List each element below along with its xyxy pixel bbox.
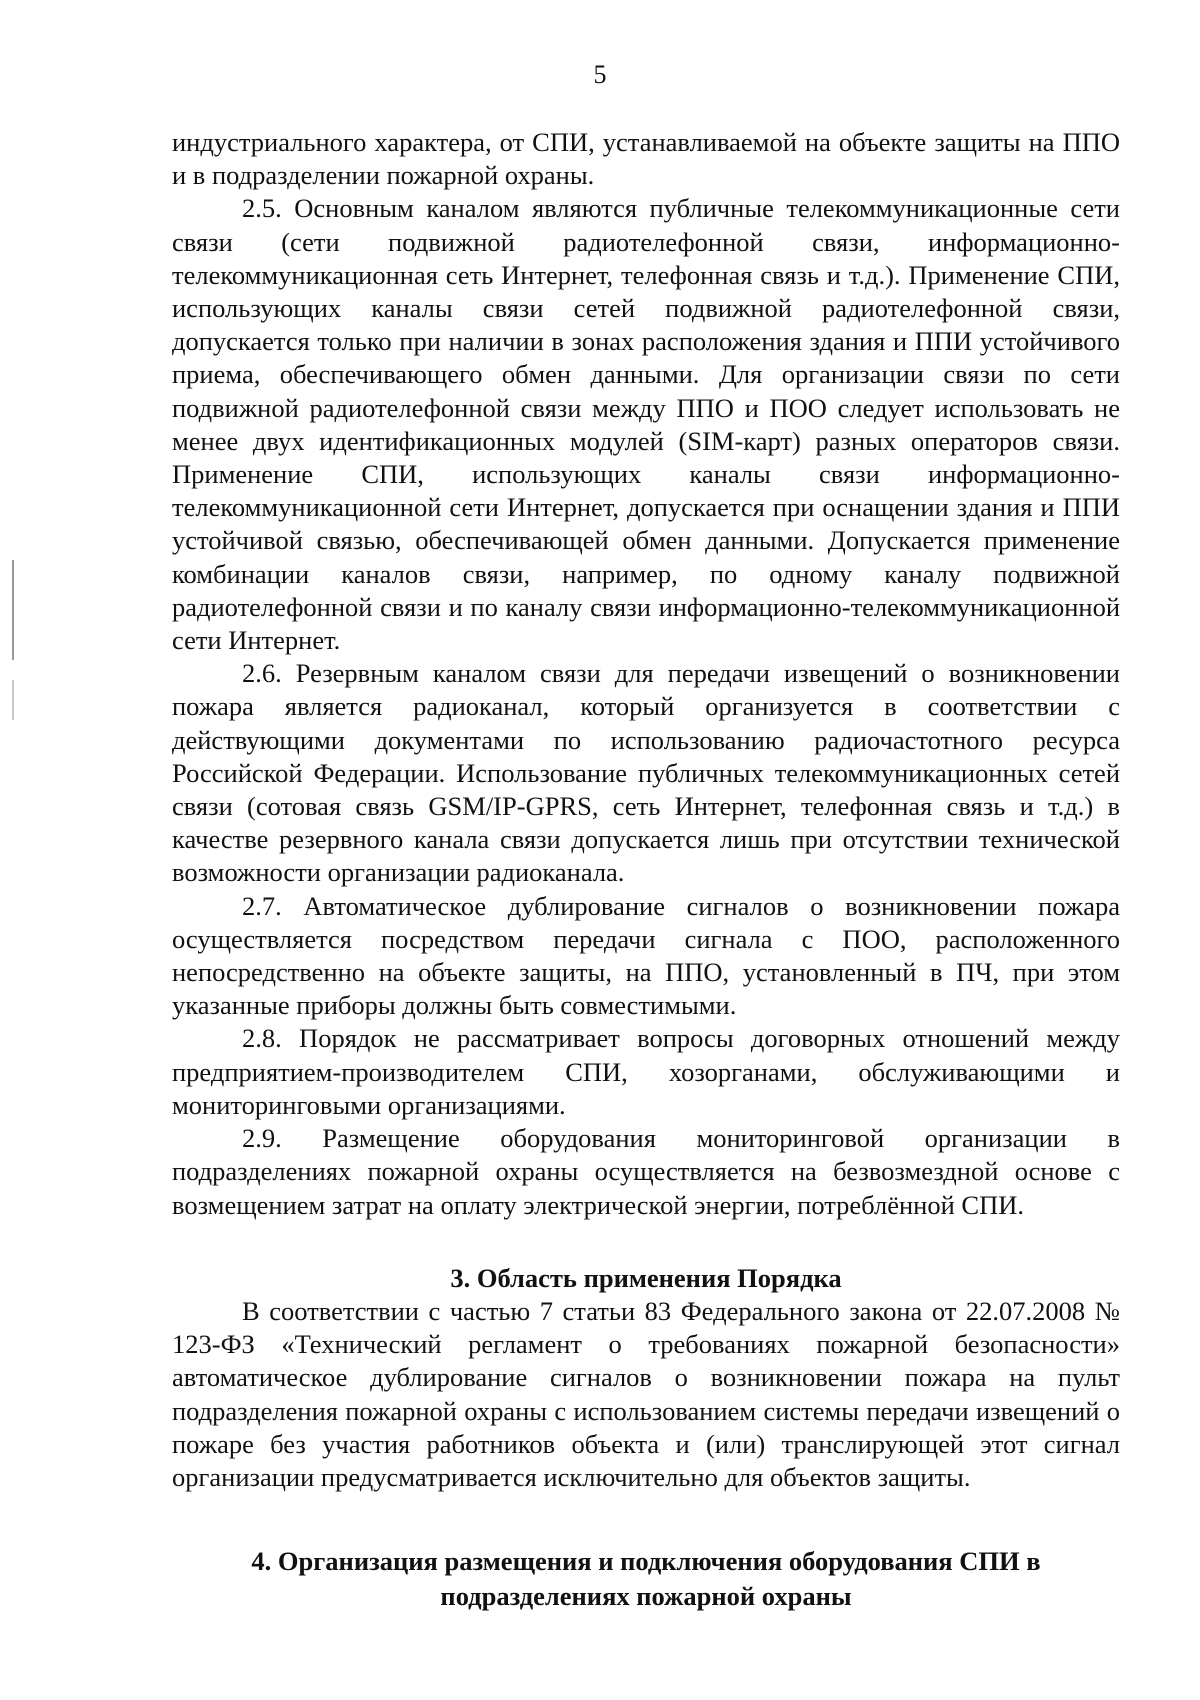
section-3-heading: 3. Область применения Порядка xyxy=(450,1262,842,1293)
scan-margin-mark xyxy=(12,680,14,720)
paragraph-2-5: 2.5. Основным каналом являются публичные телекоммуникационные сети связи (сети подвижной радиотелефонной связи, информационно-телекоммуникационная сеть Интернет, телефонная связь и т.д.). Применение СПИ, использующих каналы связи сетей подвижной радиотелефонной связи, допускается только при наличии в зонах расположения здания и ППИ устойчивого приема, обеспечивающего обмен данными. Для организации связи по сети подвижной радиотелефонной связи между ППО и ПОО следует использовать не менее двух идентификационных модулей (SIM-карт) разных операторов связи. Применение СПИ, использующих каналы связи информационно-телекоммуникационной сети Интернет, допускается при оснащении здания и ППИ устойчивой связью, обеспечивающей обмен данными. Допускается применение комбинации каналов связи, например, по одному каналу подвижной радиотелефонной связи и по каналу связи информационно-телекоммуникационной сети Интернет. xyxy=(172,193,1120,656)
page-number: 5 xyxy=(593,60,607,89)
section-4-heading-line-1: 4. Организация размещения и подключения оборудования СПИ в xyxy=(251,1546,1041,1577)
scan-margin-mark xyxy=(12,560,14,660)
document-body xyxy=(172,126,1120,1614)
paragraph-2-8: 2.8. Порядок не рассматривает вопросы договорных отношений между предприятием-производителем СПИ, хозорганами, обслуживающими и мониторинговыми организациями. xyxy=(172,1023,1120,1120)
section-4-heading-line-2: подразделениях пожарной охраны xyxy=(440,1581,852,1612)
paragraph-2-6: 2.6. Резервным каналом связи для передачи извещений о возникновении пожара является радиоканал, который организуется в соответствии с действующими документами по использованию радиочастотного ресурса Российской Федерации. Использование публичных телекоммуникационных сетей связи (сотовая связь GSM/IP-GPRS, сеть Интернет, телефонная связь и т.д.) в качестве резервного канала связи допускается лишь при отсутствии технической возможности организации радиоканала. xyxy=(172,658,1120,888)
paragraph-2-7: 2.7. Автоматическое дублирование сигналов о возникновении пожара осуществляется посредством передачи сигнала с ПОО, расположенного непосредственно на объекте защиты, на ППО, установленный в ПЧ, при этом указанные приборы должны быть совместимыми. xyxy=(172,890,1120,1021)
section-4-heading xyxy=(172,1544,1120,1614)
paragraph-continuation: индустриального характера, от СПИ, устанавливаемой на объекте защиты на ППО и в подразделении пожарной охраны. xyxy=(172,127,1120,191)
paragraph-2-9: 2.9. Размещение оборудования мониторинговой организации в подразделениях пожарной охраны осуществляется на безвозмездной основе с возмещением затрат на оплату электрической энергии, потреблённой СПИ. xyxy=(172,1123,1120,1220)
section-3-paragraph: В соответствии с частью 7 статьи 83 Федерального закона от 22.07.2008 № 123-ФЗ «Технический регламент о требованиях пожарной безопасности» автоматическое дублирование сигналов о возникновении пожара на пульт подразделения пожарной охраны с использованием системы передачи извещений о пожаре без участия работников объекта и (или) транслирующей этот сигнал организации предусматривается исключительно для объектов защиты. xyxy=(172,1295,1120,1492)
